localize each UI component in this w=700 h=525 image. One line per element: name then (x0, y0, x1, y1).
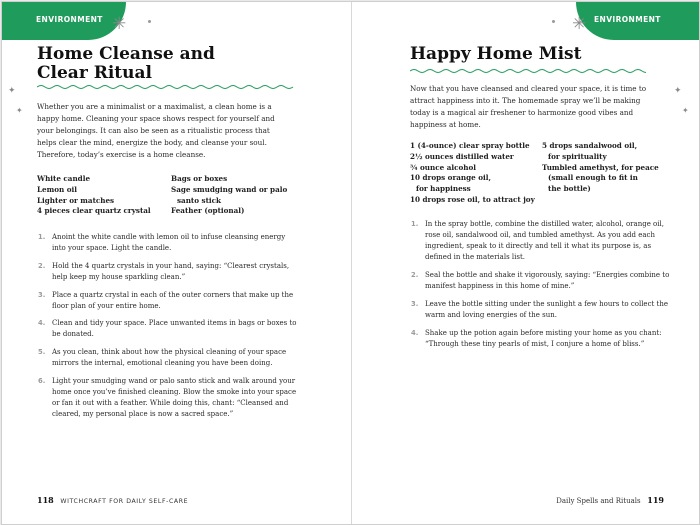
step-item: 1. Anoint the white candle with lemon oil to infuse cleansing energy into your space. Light the candle. (38, 233, 286, 253)
running-title: Daily Spells and Rituals (556, 497, 641, 505)
sparkle-star-icon: ✦ (674, 86, 682, 96)
material-item: (small enough to fit in (548, 173, 638, 183)
book-spread (1, 1, 700, 525)
right-page (352, 2, 700, 524)
sparkle-star-icon: ✦ (16, 106, 23, 115)
step-item: 4. Shake up the potion again before misting your home as you chant: “Through these tiny pearls of mist, I conjure a home of bliss.” (411, 328, 662, 348)
step-number: 2. (38, 261, 46, 270)
material-item: 5 drops sandalwood oil, (542, 141, 638, 150)
step-item: 3. Place a quartz crystal in each of the outer corners that make up the floor plan of your entire home. (38, 290, 294, 310)
step-number: 2. (411, 270, 419, 279)
step-item: 4. Clean and tidy your space. Place unwanted items in bags or boxes to be donated. (38, 319, 297, 339)
intro-paragraph: Now that you have cleansed and cleared your space, it is time to attract happiness into it. The homemade spray we’ll be making today is a magical air freshener to harmonize good vibes and happiness at home. (410, 84, 647, 130)
wavy-line-divider (37, 84, 295, 90)
material-item: 10 drops rose oil, to attract joy (410, 194, 535, 204)
step-number: 5. (38, 348, 46, 357)
material-item: Lemon oil (37, 184, 78, 194)
step-number: 1. (411, 220, 419, 228)
steps-list (37, 232, 337, 427)
material-item: White candle (37, 174, 91, 183)
page-number: 118 (37, 495, 54, 505)
page-title: Happy Home Mist (410, 44, 582, 64)
step-item: 3. Leave the bottle sitting under the sunlight a few hours to collect the warm and loving energies of the sun. (411, 299, 669, 319)
running-title: WITCHCRAFT FOR DAILY SELF-CARE (60, 498, 189, 505)
section-tab-right (576, 2, 700, 40)
materials-list-col2 (542, 141, 659, 195)
step-number: 3. (38, 290, 46, 299)
material-item: for spirituality (548, 151, 607, 161)
material-item: ¾ ounce alcohol (410, 162, 477, 172)
section-tab-label: ENVIRONMENT (594, 15, 661, 24)
step-item: 6. Light your smudging wand or palo santo stick and walk around your home once you’ve finished cleaning. Blow the smoke into your space or fan it out with a feather. While doing this, chant: “Cleansed and cleared, my personal place is now a sacred space.” (38, 376, 297, 419)
sparkle-star-icon: ✳ (112, 14, 127, 34)
section-tab-label: ENVIRONMENT (36, 15, 103, 24)
dot-icon (552, 20, 555, 23)
step-number: 4. (38, 319, 46, 328)
step-number: 3. (411, 299, 419, 308)
materials-list-col1 (37, 174, 151, 217)
step-item: 1. In the spray bottle, combine the distilled water, alcohol, orange oil, rose oil, sandalwood oil, and tumbled amethyst. As you add each ingredient, speak to it directly and tell it what its purpose is, as defined in the materials list. (411, 220, 664, 262)
page-footer-left (37, 495, 188, 505)
page-number: 119 (647, 495, 664, 505)
left-page (2, 2, 350, 524)
sparkle-star-icon: ✦ (8, 86, 16, 96)
page-footer-right (556, 495, 664, 505)
material-item: Lighter or matches (37, 195, 115, 205)
material-item: 1 (4-ounce) clear spray bottle (410, 141, 530, 150)
step-number: 4. (411, 328, 419, 337)
sparkle-star-icon: ✦ (682, 106, 689, 115)
material-item: santo stick (177, 195, 221, 205)
step-item: 2. Hold the 4 quartz crystals in your hand, saying: “Clearest crystals, help keep my house sparkling clean.” (38, 261, 290, 281)
material-item: 10 drops orange oil, (410, 173, 492, 183)
material-item: Sage smudging wand or palo (171, 184, 288, 194)
wavy-line-divider (410, 68, 646, 74)
page-title: Home Cleanse and Clear Ritual (37, 44, 215, 83)
material-item: Feather (optional) (171, 206, 245, 216)
material-item: 4 pieces clear quartz crystal (37, 206, 151, 216)
material-item: Tumbled amethyst, for peace (542, 162, 659, 172)
intro-paragraph: Whether you are a minimalist or a maximalist, a clean home is a happy home. Cleaning your space shows respect for yourself and your belongings. It can also be seen as a ritualistic process that helps clear the mind, energize the body, and cleanse your soul. Therefore, today’s exercise is a home cleanse. (37, 102, 275, 160)
materials-list-col1 (410, 141, 535, 206)
dot-icon (148, 20, 151, 23)
step-number: 6. (38, 376, 46, 385)
step-item: 2. Seal the bottle and shake it vigorously, saying: “Energies combine to manifest happiness in this home of mine.” (411, 270, 670, 291)
material-item: Bags or boxes (171, 174, 228, 183)
material-item: for happiness (416, 184, 471, 194)
material-item: 2½ ounces distilled water (410, 151, 514, 161)
step-number: 1. (38, 233, 46, 241)
sparkle-star-icon: ✳ (572, 14, 587, 34)
materials-list-col2 (171, 174, 287, 217)
step-item: 5. As you clean, think about how the physical cleaning of your space mirrors the internal, emotional cleaning you have been doing. (38, 348, 287, 368)
steps-list (410, 219, 695, 356)
material-item: the bottle) (548, 184, 591, 194)
section-tab-left (2, 2, 126, 40)
